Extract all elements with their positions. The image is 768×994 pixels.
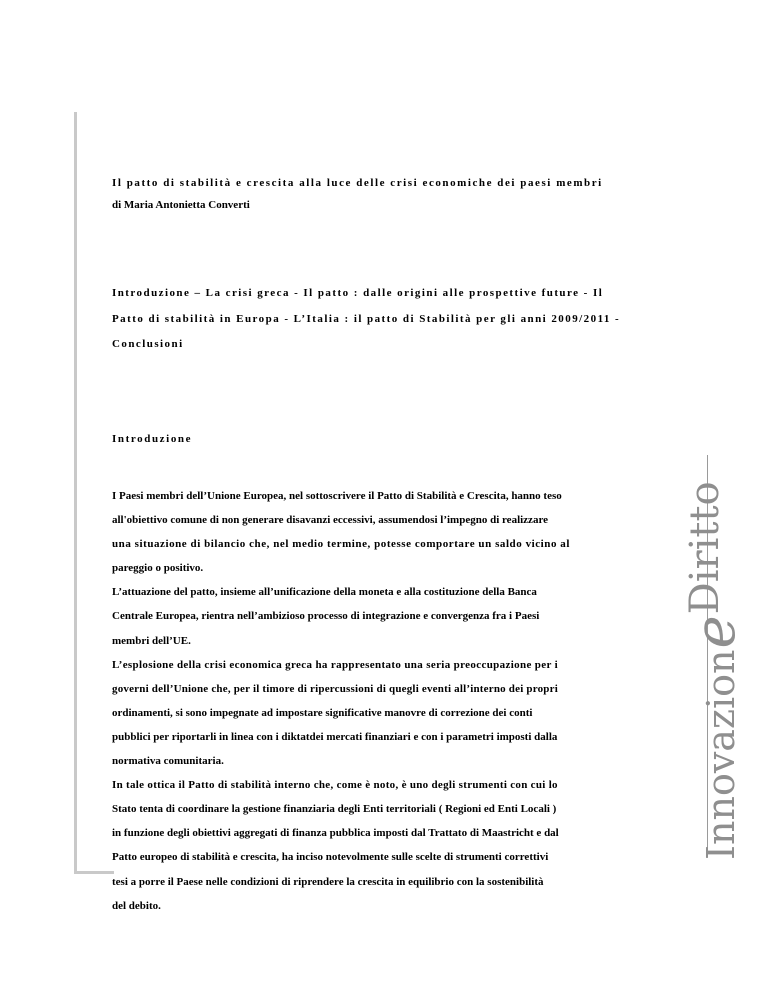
body-line: Stato tenta di coordinare la gestione finanziaria degli Enti territoriali ( Regioni ed Enti Locali ) (112, 803, 557, 816)
body-paragraphs (112, 484, 667, 918)
body-line: tesi a porre il Paese nelle condizioni di riprendere la crescita in equilibrio con la sostenibilità (112, 875, 544, 888)
brand-part-innovazion: Innovazion (699, 649, 743, 860)
body-line: all'obiettivo comune di non generare disavanzi eccessivi, assumendosi l’impegno di realizzare (112, 514, 549, 527)
body-line: L’esplosione della crisi economica greca ha rappresentato una seria preoccupazione per i (112, 658, 559, 671)
body-line: Centrale Europea, rientra nell’ambizioso processo di integrazione e convergenza fra i Paesi (112, 610, 540, 623)
brand-logo-text (669, 455, 748, 860)
body-line: del debito. (112, 899, 161, 912)
toc-line: Patto di stabilità in Europa - L’Italia : il patto di Stabilità per gli anni 2009/2011 - (112, 312, 621, 325)
section-heading: Introduzione (112, 433, 193, 445)
document-title: Il patto di stabilità e crescita alla luce delle crisi economiche dei paesi membri (112, 177, 603, 189)
body-line: ordinamenti, si sono impegnate ad impostare significative manovre di correzione dei conti (112, 706, 533, 719)
table-of-contents (112, 281, 667, 358)
brand-logo (669, 455, 748, 860)
left-frame-hook (74, 871, 114, 874)
body-line: pareggio o positivo. (112, 562, 204, 575)
body-line: Patto europeo di stabilità e crescita, ha inciso notevolmente sulle scelte di strumenti correttivi (112, 851, 549, 864)
brand-part-e: e (683, 615, 748, 649)
toc-line: Introduzione – La crisi greca - Il patto : dalle origini alle prospettive future - Il (112, 287, 604, 299)
body-line: in funzione degli obiettivi aggregati di finanza pubblica imposti dal Trattato di Maastricht e dal (112, 827, 559, 840)
body-line: In tale ottica il Patto di stabilità interno che, come è noto, è uno degli strumenti con cui lo (112, 779, 558, 792)
brand-part-diritto: Diritto (682, 481, 728, 615)
body-line: una situazione di bilancio che, nel medio termine, potesse comportare un saldo vicino al (112, 538, 570, 551)
body-line: governi dell’Unione che, per il timore di ripercussioni di quegli eventi all’interno dei propri (112, 682, 558, 695)
body-line: L’attuazione del patto, insieme all’unificazione della moneta e alla costituzione della Banca (112, 586, 537, 599)
body-line: membri dell’UE. (112, 634, 191, 647)
toc-line: Conclusioni (112, 338, 184, 350)
body-line: I Paesi membri dell’Unione Europea, nel sottoscrivere il Patto di Stabilità e Crescita, hanno teso (112, 490, 562, 502)
document-author: di Maria Antonietta Converti (112, 199, 250, 211)
body-line: pubblici per riportarli in linea con i diktatdei mercati finanziari e con i parametri imposti dalla (112, 730, 558, 743)
body-line: normativa comunitaria. (112, 755, 224, 768)
left-frame-line (74, 112, 77, 874)
